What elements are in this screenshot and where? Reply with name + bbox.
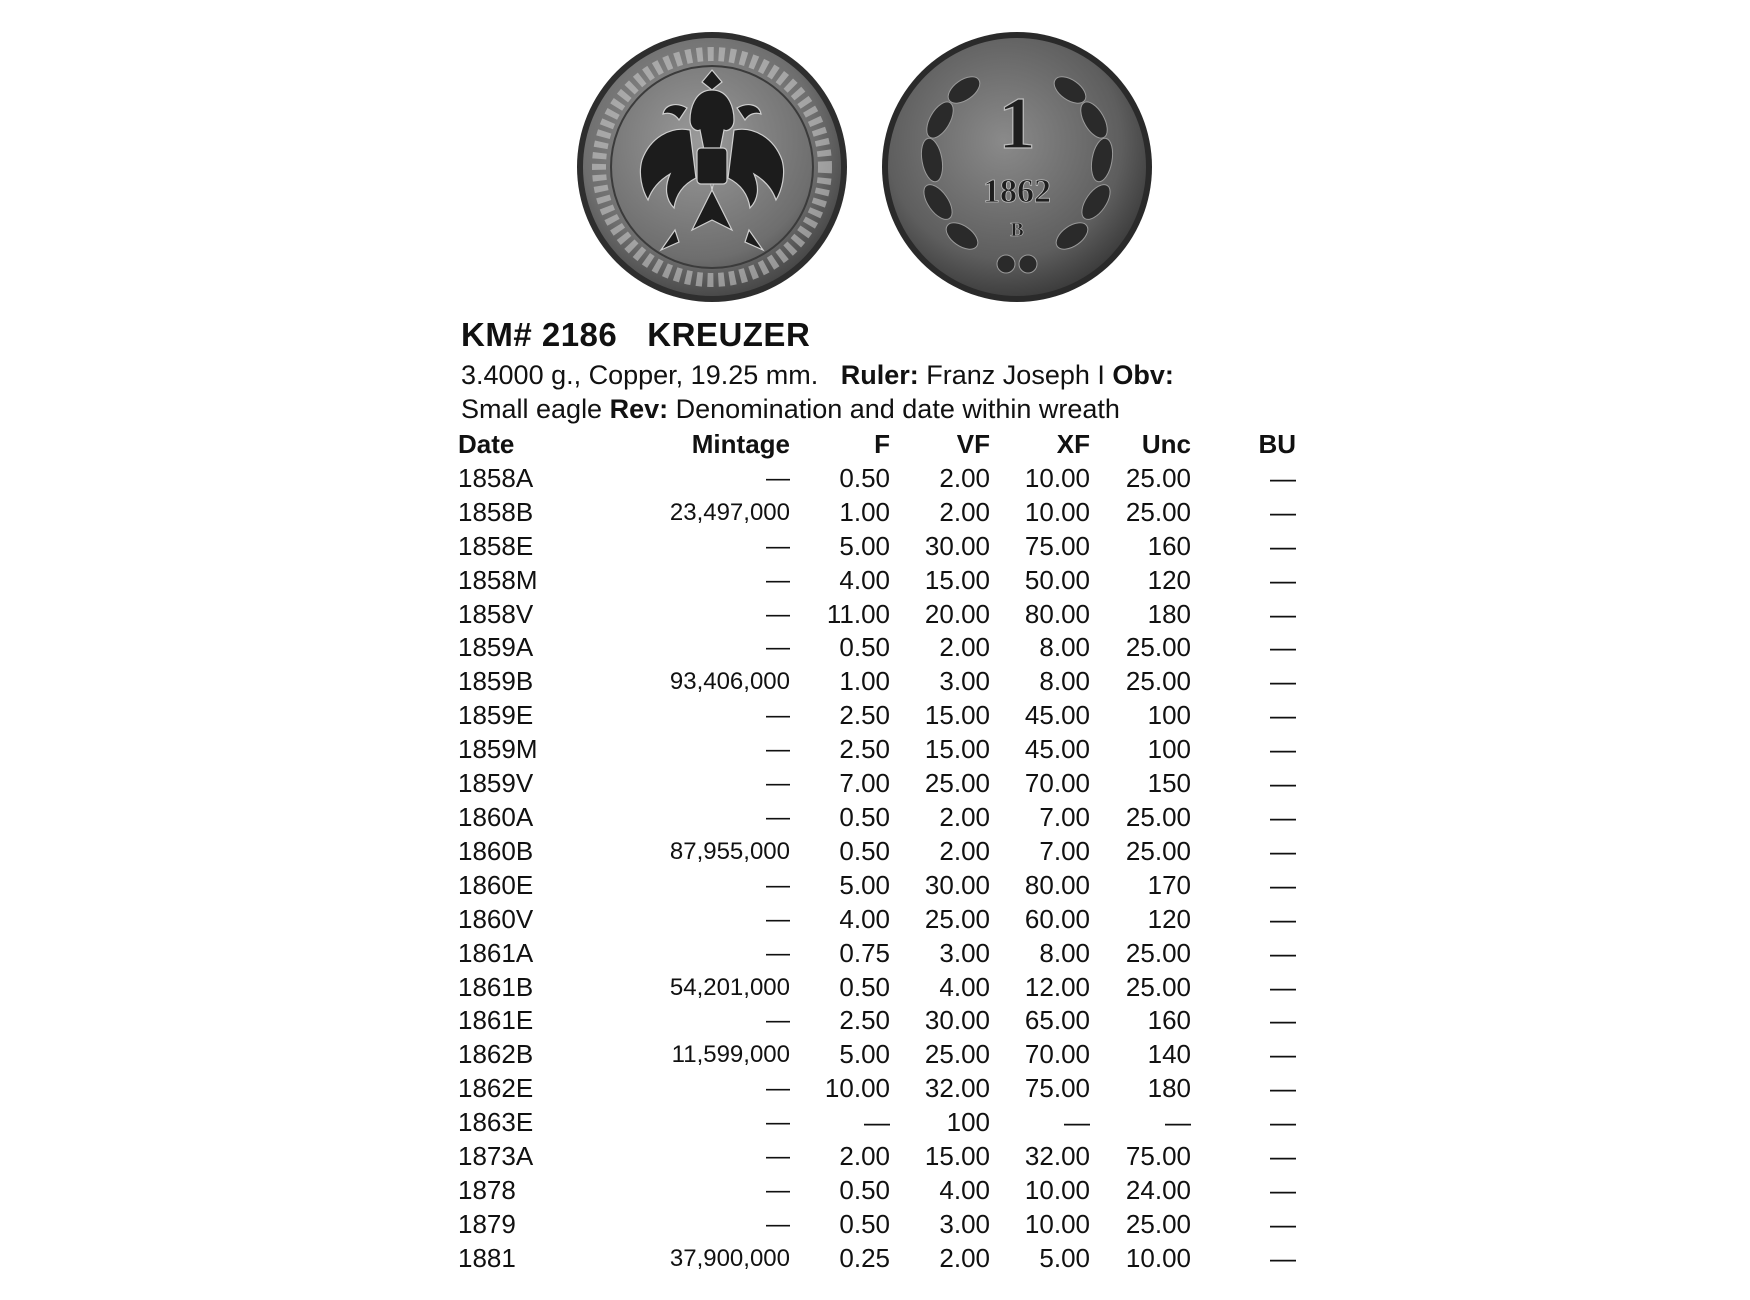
cell-unc: 25.00 [1125, 835, 1191, 866]
table-header-row [458, 428, 1296, 462]
reverse-denomination: 1 [998, 83, 1036, 165]
cell-unc: 180 [1147, 1073, 1191, 1104]
cell-bu: — [1270, 903, 1296, 934]
cell-vf: 20.00 [924, 598, 990, 629]
cell-bu: — [1270, 632, 1296, 663]
ruler-value: Franz Joseph I [926, 360, 1105, 390]
cell-unc: 25.00 [1125, 462, 1191, 493]
cell-f: 2.00 [839, 1141, 890, 1172]
cell-mintage: — [766, 905, 790, 933]
header-mintage: Mintage [691, 429, 790, 459]
cell-bu: — [1270, 869, 1296, 900]
cell-date: 1861A [458, 937, 534, 968]
cell-vf: 2.00 [939, 496, 990, 527]
cell-bu: — [1270, 1039, 1296, 1070]
reverse-label: Rev: [609, 394, 669, 424]
cell-f: 0.50 [839, 801, 890, 832]
cell-date: 1859E [458, 700, 534, 731]
cell-unc: 100 [1147, 700, 1191, 731]
coin-images [575, 30, 1165, 305]
table-row [458, 1242, 1296, 1276]
table-row [458, 598, 1296, 632]
cell-bu: — [1270, 768, 1296, 799]
cell-unc: 160 [1147, 1005, 1191, 1036]
cell-f: 0.75 [839, 937, 890, 968]
header-date: Date [458, 429, 515, 459]
table-row [458, 665, 1296, 699]
cell-f: 5.00 [839, 869, 890, 900]
cell-xf: — [1064, 1107, 1090, 1138]
cell-date: 1858B [458, 496, 534, 527]
cell-f: 1.00 [839, 666, 890, 697]
cell-xf: 10.00 [1024, 462, 1090, 493]
cell-date: 1878 [458, 1174, 516, 1205]
catalog-heading [461, 316, 810, 354]
cell-unc: 140 [1147, 1039, 1191, 1070]
cell-vf: 15.00 [924, 700, 990, 731]
table-row [458, 1072, 1296, 1106]
cell-bu: — [1270, 1107, 1296, 1138]
cell-f: 11.00 [826, 598, 890, 629]
table-row [458, 835, 1296, 869]
cell-mintage: — [766, 600, 790, 628]
cell-xf: 70.00 [1024, 1039, 1090, 1070]
cell-f: 2.50 [839, 700, 890, 731]
cell-date: 1861E [458, 1005, 534, 1036]
cell-date: 1858M [458, 564, 538, 595]
cell-bu: — [1270, 666, 1296, 697]
table-row [458, 1004, 1296, 1038]
cell-vf: 3.00 [939, 1208, 990, 1239]
cell-bu: — [1270, 835, 1296, 866]
cell-date: 1860V [458, 903, 534, 934]
mintage-price-table [458, 428, 1296, 1276]
cell-vf: 2.00 [939, 1242, 990, 1273]
table-row [458, 699, 1296, 733]
cell-unc: 25.00 [1125, 632, 1191, 663]
cell-f: 2.50 [839, 1005, 890, 1036]
cell-mintage: 37,900,000 [669, 1244, 790, 1272]
cell-f: 0.50 [839, 462, 890, 493]
table-row [458, 869, 1296, 903]
cell-date: 1881 [458, 1242, 516, 1273]
cell-bu: — [1270, 1005, 1296, 1036]
table-row [458, 1174, 1296, 1208]
cell-f: 0.50 [839, 1208, 890, 1239]
cell-xf: 80.00 [1024, 598, 1090, 629]
cell-mintage: 54,201,000 [669, 973, 790, 1001]
cell-vf: 15.00 [924, 734, 990, 765]
obverse-label: Obv: [1112, 360, 1174, 390]
cell-vf: 30.00 [924, 869, 990, 900]
cell-mintage: — [766, 1007, 790, 1035]
cell-vf: 30.00 [924, 530, 990, 561]
cell-date: 1873A [458, 1141, 534, 1172]
header-xf: XF [1056, 429, 1090, 459]
cell-xf: 70.00 [1024, 768, 1090, 799]
cell-mintage: — [766, 464, 790, 492]
cell-xf: 10.00 [1024, 496, 1090, 527]
cell-mintage: 23,497,000 [669, 498, 790, 526]
cell-mintage: — [766, 770, 790, 798]
table-row [458, 530, 1296, 564]
cell-xf: 75.00 [1024, 530, 1090, 561]
cell-xf: 80.00 [1024, 869, 1090, 900]
cell-xf: 7.00 [1039, 835, 1090, 866]
cell-date: 1879 [458, 1208, 516, 1239]
cell-unc: 25.00 [1125, 1208, 1191, 1239]
cell-date: 1858E [458, 530, 534, 561]
cell-xf: 7.00 [1039, 801, 1090, 832]
cell-unc: 180 [1147, 598, 1191, 629]
table-row [458, 496, 1296, 530]
header-f: F [874, 429, 890, 459]
obverse-coin-image [575, 30, 850, 305]
cell-vf: 30.00 [924, 1005, 990, 1036]
cell-mintage: 11,599,000 [671, 1041, 790, 1069]
cell-xf: 8.00 [1039, 632, 1090, 663]
cell-f: 5.00 [839, 1039, 890, 1070]
cell-xf: 75.00 [1024, 1073, 1090, 1104]
cell-bu: — [1270, 937, 1296, 968]
cell-date: 1861B [458, 971, 534, 1002]
cell-unc: 120 [1147, 564, 1191, 595]
cell-unc: 25.00 [1125, 496, 1191, 527]
cell-bu: — [1270, 1141, 1296, 1172]
cell-mintage: — [766, 1075, 790, 1103]
cell-xf: 45.00 [1024, 734, 1090, 765]
cell-bu: — [1270, 564, 1296, 595]
table-row [458, 801, 1296, 835]
table-row [458, 937, 1296, 971]
cell-mintage: — [766, 532, 790, 560]
cell-date: 1858V [458, 598, 534, 629]
cell-xf: 32.00 [1024, 1141, 1090, 1172]
table-row [458, 1038, 1296, 1072]
cell-date: 1863E [458, 1107, 534, 1138]
table-row [458, 1140, 1296, 1174]
cell-f: 7.00 [839, 768, 890, 799]
reverse-coin-image [880, 30, 1155, 305]
km-number: KM# 2186 [461, 316, 618, 353]
cell-f: 5.00 [839, 530, 890, 561]
table-body [458, 462, 1296, 1276]
cell-f: 10.00 [824, 1073, 890, 1104]
cell-f: 4.00 [839, 564, 890, 595]
cell-xf: 10.00 [1024, 1174, 1090, 1205]
cell-unc: 25.00 [1125, 971, 1191, 1002]
cell-vf: 3.00 [939, 666, 990, 697]
cell-xf: 65.00 [1024, 1005, 1090, 1036]
cell-unc: 25.00 [1125, 801, 1191, 832]
cell-unc: 25.00 [1125, 937, 1191, 968]
cell-vf: 15.00 [924, 564, 990, 595]
reverse-year: 1862 [983, 173, 1051, 210]
cell-date: 1860B [458, 835, 534, 866]
cell-vf: 3.00 [939, 937, 990, 968]
cell-date: 1862E [458, 1073, 534, 1104]
cell-date: 1859A [458, 632, 534, 663]
cell-date: 1862B [458, 1039, 534, 1070]
cell-mintage: 87,955,000 [669, 837, 790, 865]
reverse-mintmark: B [1010, 219, 1024, 241]
cell-xf: 60.00 [1024, 903, 1090, 934]
cell-xf: 8.00 [1039, 937, 1090, 968]
cell-f: 0.50 [839, 632, 890, 663]
cell-vf: 32.00 [924, 1073, 990, 1104]
header-bu: BU [1258, 429, 1296, 459]
reverse-value: Denomination and date within wreath [675, 394, 1120, 424]
cell-bu: — [1270, 462, 1296, 493]
cell-mintage: 93,406,000 [669, 668, 790, 696]
cell-unc: 100 [1147, 734, 1191, 765]
cell-date: 1859M [458, 734, 538, 765]
cell-bu: — [1270, 530, 1296, 561]
table-row [458, 631, 1296, 665]
coin-title: KREUZER [647, 316, 811, 353]
cell-xf: 5.00 [1039, 1242, 1090, 1273]
cell-f: — [864, 1107, 890, 1138]
cell-vf: 2.00 [939, 632, 990, 663]
cell-f: 2.50 [839, 734, 890, 765]
table-row [458, 733, 1296, 767]
cell-xf: 8.00 [1039, 666, 1090, 697]
cell-vf: 2.00 [939, 462, 990, 493]
cell-xf: 12.00 [1024, 971, 1090, 1002]
cell-vf: 25.00 [924, 1039, 990, 1070]
cell-mintage: — [766, 1176, 790, 1204]
cell-mintage: — [766, 803, 790, 831]
cell-f: 0.50 [839, 971, 890, 1002]
cell-unc: 150 [1147, 768, 1191, 799]
table-row [458, 971, 1296, 1005]
cell-vf: 4.00 [939, 971, 990, 1002]
cell-date: 1858A [458, 462, 534, 493]
cell-vf: 25.00 [924, 768, 990, 799]
cell-f: 0.50 [839, 1174, 890, 1205]
coin-specs: 3.4000 g., Copper, 19.25 mm. [461, 360, 819, 390]
table-row [458, 1106, 1296, 1140]
cell-unc: 25.00 [1125, 666, 1191, 697]
cell-f: 4.00 [839, 903, 890, 934]
cell-bu: — [1270, 700, 1296, 731]
cell-unc: 120 [1147, 903, 1191, 934]
cell-bu: — [1270, 1073, 1296, 1104]
cell-xf: 45.00 [1024, 700, 1090, 731]
cell-bu: — [1270, 971, 1296, 1002]
cell-xf: 50.00 [1024, 564, 1090, 595]
cell-mintage: — [766, 566, 790, 594]
cell-bu: — [1270, 1208, 1296, 1239]
description-line-1 [461, 358, 1261, 392]
cell-mintage: — [766, 1143, 790, 1171]
cell-vf: 100 [946, 1107, 990, 1138]
ruler-label: Ruler: [840, 360, 919, 390]
cell-unc: 160 [1147, 530, 1191, 561]
cell-mintage: — [766, 939, 790, 967]
cell-bu: — [1270, 1242, 1296, 1273]
cell-bu: — [1270, 496, 1296, 527]
cell-date: 1860E [458, 869, 534, 900]
cell-bu: — [1270, 801, 1296, 832]
cell-mintage: — [766, 702, 790, 730]
table-row [458, 462, 1296, 496]
coin-description [461, 358, 1261, 426]
cell-mintage: — [766, 634, 790, 662]
cell-date: 1860A [458, 801, 534, 832]
cell-unc: 24.00 [1125, 1174, 1191, 1205]
cell-bu: — [1270, 734, 1296, 765]
obverse-value: Small eagle [461, 394, 603, 424]
cell-mintage: — [766, 736, 790, 764]
cell-date: 1859B [458, 666, 534, 697]
cell-mintage: — [766, 1109, 790, 1137]
cell-vf: 4.00 [939, 1174, 990, 1205]
cell-vf: 2.00 [939, 801, 990, 832]
table-row [458, 564, 1296, 598]
header-unc: Unc [1141, 429, 1191, 459]
cell-f: 0.25 [839, 1242, 890, 1273]
table-row [458, 903, 1296, 937]
table-row [458, 767, 1296, 801]
cell-unc: 75.00 [1125, 1141, 1191, 1172]
cell-unc: — [1165, 1107, 1191, 1138]
cell-bu: — [1270, 1174, 1296, 1205]
cell-vf: 2.00 [939, 835, 990, 866]
cell-unc: 170 [1147, 869, 1191, 900]
cell-f: 0.50 [839, 835, 890, 866]
cell-bu: — [1270, 598, 1296, 629]
description-line-2 [461, 392, 1261, 426]
cell-unc: 10.00 [1125, 1242, 1191, 1273]
cell-f: 1.00 [839, 496, 890, 527]
header-vf: VF [956, 429, 990, 459]
cell-xf: 10.00 [1024, 1208, 1090, 1239]
cell-date: 1859V [458, 768, 534, 799]
cell-mintage: — [766, 1210, 790, 1238]
cell-vf: 15.00 [924, 1141, 990, 1172]
table-row [458, 1208, 1296, 1242]
cell-vf: 25.00 [924, 903, 990, 934]
cell-mintage: — [766, 871, 790, 899]
